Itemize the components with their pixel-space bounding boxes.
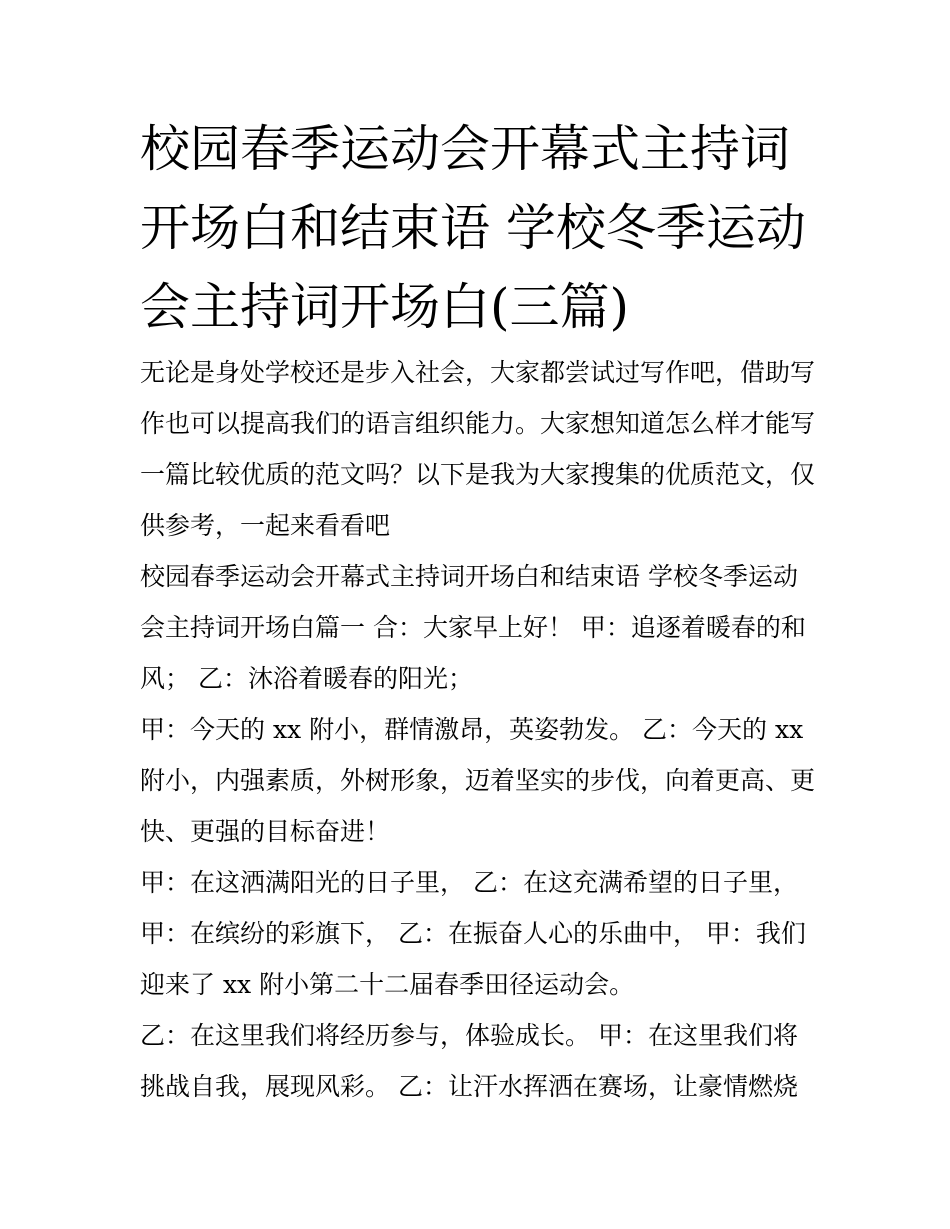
paragraph-opening: 校园春季运动会开幕式主持词开场白和结束语 学校冬季运动会主持词开场白篇一 合：大家早上好！ 甲：追逐着暖春的和风； 乙：沐浴着暖春的阳光；	[140, 562, 806, 693]
paragraph-sunshine: 甲：在这洒满阳光的日子里， 乙：在这充满希望的日子里， 甲：在缤纷的彩旗下， 乙：在振奋人心的乐曲中， 甲：我们迎来了 xx 附小第二十二届春季田径运动会。	[140, 868, 806, 999]
paragraph-today: 甲：今天的 xx 附小，群情激昂，英姿勃发。 乙：今天的 xx 附小，内强素质，外树形象，迈着坚实的步伐，向着更高、更快、更强的目标奋进！	[140, 715, 816, 846]
paragraph-intro: 无论是身处学校还是步入社会，大家都尝试过写作吧，借助写作也可以提高我们的语言组织能力。大家想知道怎么样才能写一篇比较优质的范文吗？以下是我为大家搜集的优质范文，仅供参考，一起来看看吧	[140, 358, 816, 540]
paragraph-experience: 乙：在这里我们将经历参与，体验成长。 甲：在这里我们将挑战自我，展现风彩。 乙：让汗水挥洒在赛场，让豪情燃烧	[140, 1021, 798, 1101]
document-title: 校园春季运动会开幕式主持词开场白和结束语 学校冬季运动会主持词开场白(三篇)	[140, 120, 806, 336]
document-page	[140, 110, 820, 1112]
